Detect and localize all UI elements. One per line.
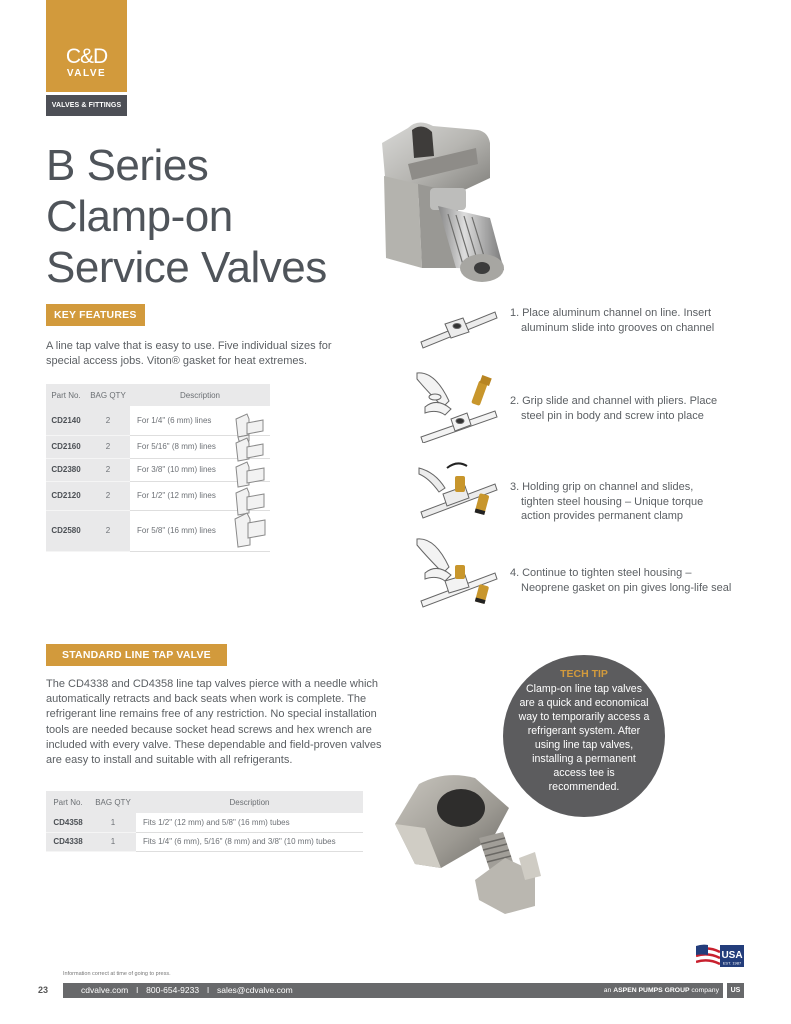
- logo-wordmark: C&D: [65, 45, 108, 68]
- region-tag: US: [727, 983, 744, 998]
- bag-qty: 2: [86, 435, 130, 458]
- final-tighten-illustration: [415, 533, 499, 608]
- description: For 1/4" (6 mm) lines: [130, 406, 270, 435]
- step-text: 4. Continue to tighten steel housing – Neoprene gasket on pin gives long-life seal: [510, 567, 732, 594]
- install-step-3: [415, 458, 775, 524]
- phone-number[interactable]: 800-654-9233: [146, 985, 200, 995]
- tech-tip-body: Clamp-on line tap valves are a quick and economical way to temporarily access a refrigerant system. After using line tap valves, installing a permanent access tee is recommended.: [518, 683, 650, 793]
- description: Fits 1/2" (12 mm) and 5/8" (16 mm) tubes: [136, 813, 363, 832]
- tech-tip-title: TECH TIP: [560, 668, 608, 680]
- description: For 5/16" (8 mm) lines: [130, 435, 270, 458]
- description: Fits 1/4" (6 mm), 5/16" (8 mm) and 3/8" (10 mm) tubes: [136, 832, 363, 851]
- part-number: CD4358: [46, 813, 90, 832]
- description: For 1/2" (12 mm) lines: [130, 481, 270, 510]
- bag-qty: 2: [86, 458, 130, 481]
- part-number: CD2580: [46, 510, 86, 551]
- table-row: [46, 832, 363, 851]
- logo-subtitle: VALVE: [66, 68, 107, 79]
- column-header-description: Description: [136, 791, 363, 813]
- description: For 5/8" (16 mm) lines: [130, 510, 270, 551]
- footer-bar: [63, 983, 723, 998]
- install-step-4: [415, 533, 775, 608]
- install-step-1: [415, 306, 775, 356]
- usa-flag-badge-icon: [696, 944, 744, 968]
- table-row: [46, 813, 363, 832]
- pliers-grip-illustration: [415, 367, 499, 443]
- tech-tip-callout: [503, 655, 665, 817]
- column-header-bag-qty: BAG QTY: [90, 791, 136, 813]
- category-tag: VALVES & FITTINGS: [46, 95, 127, 116]
- column-header-part-no: Part No.: [46, 384, 86, 406]
- column-header-bag-qty: BAG QTY: [86, 384, 130, 406]
- line-tap-parts-table: [46, 791, 363, 852]
- key-features-heading: KEY FEATURES: [46, 304, 145, 326]
- bag-qty: 2: [86, 481, 130, 510]
- step-text: 2. Grip slide and channel with pliers. Place steel pin in body and screw into place: [510, 395, 718, 422]
- standard-line-tap-heading: STANDARD LINE TAP VALVE: [46, 644, 227, 666]
- part-number: CD2380: [46, 458, 86, 481]
- disclaimer: Information correct at time of going to press.: [63, 971, 171, 977]
- step-text: 3. Holding grip on channel and slides, tighten steel housing – Unique torque action provides permanent clamp: [510, 481, 704, 522]
- install-step-2: [415, 367, 775, 442]
- standard-line-tap-text: The CD4338 and CD4358 line tap valves pierce with a needle which automatically retracts and back seats when work is complete. The refrigerant line remains free of any restriction. No special installation tools are needed because socket head screws and hex wrench are included with every valve. These dependable and field-proven valves are easy to install and suitable with all refrigerants.: [46, 678, 382, 767]
- page-title: [46, 140, 327, 293]
- separator: l: [207, 985, 209, 995]
- clamp-on-valve-photo: [378, 118, 523, 286]
- step-text: 1. Place aluminum channel on line. Insert aluminum slide into grooves on channel: [510, 307, 715, 334]
- email-link[interactable]: sales@cdvalve.com: [216, 985, 293, 995]
- column-header-description: Description: [130, 384, 270, 406]
- website-link[interactable]: cdvalve.com: [81, 985, 129, 995]
- bag-qty: 1: [90, 813, 136, 832]
- part-number: CD2120: [46, 481, 86, 510]
- bag-qty: 2: [86, 510, 130, 551]
- part-number: CD4338: [46, 832, 90, 851]
- bag-qty: 2: [86, 406, 130, 435]
- page-number: 23: [38, 985, 49, 995]
- parent-company: an ASPEN PUMPS GROUP company: [603, 987, 719, 994]
- part-number: CD2140: [46, 406, 86, 435]
- clip-size-illustrations: [233, 411, 267, 549]
- bag-qty: 1: [90, 832, 136, 851]
- description: For 3/8" (10 mm) lines: [130, 458, 270, 481]
- column-header-part-no: Part No.: [46, 791, 90, 813]
- footer-contact: [81, 983, 293, 998]
- svg-text:USA: USA: [721, 950, 743, 961]
- key-features-text: A line tap valve that is easy to use. Five individual sizes for special access jobs. Viton® gasket for heat extremes.: [46, 340, 332, 367]
- separator: l: [136, 985, 139, 995]
- channel-on-line-illustration: [415, 306, 499, 350]
- svg-text:EST. 1987: EST. 1987: [722, 960, 742, 966]
- part-number: CD2160: [46, 435, 86, 458]
- brand-logo: [46, 0, 127, 92]
- title-line: Service Valves: [46, 243, 327, 292]
- title-line: B Series: [46, 141, 209, 190]
- title-line: Clamp-on: [46, 192, 233, 241]
- tighten-housing-illustration: [415, 458, 499, 520]
